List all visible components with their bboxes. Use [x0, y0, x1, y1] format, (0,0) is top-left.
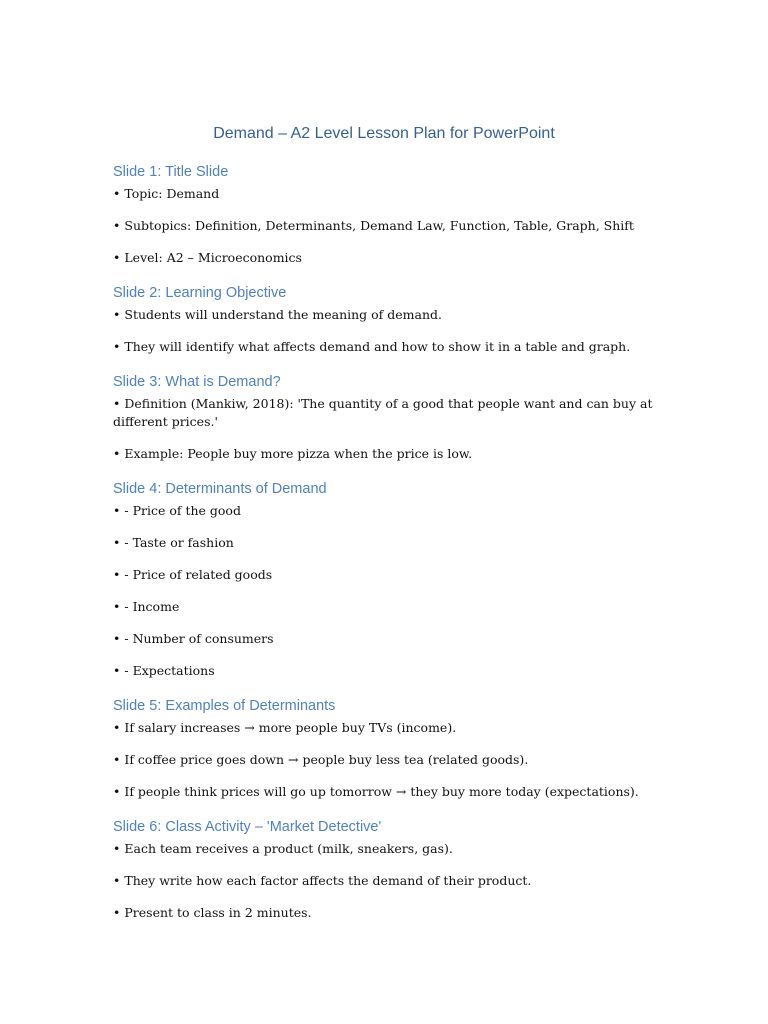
- bullet-text: - Income: [124, 599, 180, 614]
- bullet-item: [113, 249, 673, 267]
- bullet-item: [113, 598, 673, 616]
- section-slide-2: [113, 283, 673, 356]
- bullet-icon: •: [113, 841, 121, 856]
- bullet-text: Topic: Demand: [124, 186, 220, 201]
- bullet-icon: •: [113, 339, 121, 354]
- bullet-text: They will identify what affects demand and how to show it in a table and graph.: [124, 339, 631, 354]
- bullet-item: [113, 534, 673, 552]
- bullet-item: [113, 719, 673, 737]
- bullet-text: - Price of related goods: [124, 567, 273, 582]
- bullet-item: [113, 566, 673, 584]
- document-title: Demand – A2 Level Lesson Plan for PowerPoint: [213, 125, 555, 142]
- bullet-text: If salary increases → more people buy TVs (income).: [124, 720, 457, 735]
- bullet-item: [113, 502, 673, 520]
- section-heading: Slide 2: Learning Objective: [113, 285, 287, 301]
- bullet-icon: •: [113, 873, 121, 888]
- bullet-text: Definition (Mankiw, 2018): 'The quantity of a good that people want and can buy at different prices.': [113, 396, 653, 429]
- bullet-icon: •: [113, 218, 121, 233]
- bullet-item: [113, 662, 673, 680]
- bullet-item: [113, 217, 673, 235]
- bullet-text: Students will understand the meaning of demand.: [124, 307, 443, 322]
- bullet-item: [113, 904, 673, 922]
- bullet-item: [113, 840, 673, 858]
- bullet-text: - Number of consumers: [124, 631, 274, 646]
- bullet-icon: •: [113, 396, 121, 411]
- bullet-item: [113, 185, 673, 203]
- bullet-text: Present to class in 2 minutes.: [124, 905, 312, 920]
- bullet-text: Each team receives a product (milk, sneakers, gas).: [124, 841, 453, 856]
- section-slide-5: [113, 696, 673, 801]
- bullet-item: [113, 395, 673, 431]
- bullet-text: Example: People buy more pizza when the price is low.: [124, 446, 473, 461]
- section-heading: Slide 1: Title Slide: [113, 164, 229, 180]
- bullet-item: [113, 306, 673, 324]
- bullet-item: [113, 872, 673, 890]
- bullet-icon: •: [113, 752, 121, 767]
- bullet-icon: •: [113, 905, 121, 920]
- bullet-icon: •: [113, 535, 121, 550]
- section-heading: Slide 5: Examples of Determinants: [113, 698, 336, 714]
- bullet-icon: •: [113, 503, 121, 518]
- section-slide-6: [113, 817, 673, 922]
- bullet-item: [113, 783, 673, 801]
- bullet-text: They write how each factor affects the demand of their product.: [124, 873, 532, 888]
- bullet-icon: •: [113, 186, 121, 201]
- bullet-text: Subtopics: Definition, Determinants, Demand Law, Function, Table, Graph, Shift: [124, 218, 634, 233]
- bullet-text: Level: A2 – Microeconomics: [124, 250, 302, 265]
- bullet-icon: •: [113, 599, 121, 614]
- section-heading: Slide 6: Class Activity – 'Market Detective': [113, 819, 382, 835]
- bullet-item: [113, 630, 673, 648]
- section-slide-1: [113, 162, 673, 267]
- bullet-icon: •: [113, 446, 121, 461]
- bullet-icon: •: [113, 631, 121, 646]
- section-heading: Slide 4: Determinants of Demand: [113, 481, 327, 497]
- section-heading: Slide 3: What is Demand?: [113, 374, 281, 390]
- bullet-icon: •: [113, 784, 121, 799]
- bullet-icon: •: [113, 663, 121, 678]
- bullet-icon: •: [113, 307, 121, 322]
- bullet-icon: •: [113, 720, 121, 735]
- bullet-text: If coffee price goes down → people buy less tea (related goods).: [124, 752, 529, 767]
- bullet-text: - Taste or fashion: [124, 535, 234, 550]
- section-slide-4: [113, 479, 673, 680]
- bullet-item: [113, 338, 673, 356]
- bullet-text: If people think prices will go up tomorrow → they buy more today (expectations).: [124, 784, 639, 799]
- bullet-icon: •: [113, 250, 121, 265]
- document-body: [113, 162, 673, 938]
- bullet-text: - Expectations: [124, 663, 215, 678]
- bullet-text: - Price of the good: [124, 503, 241, 518]
- bullet-item: [113, 445, 673, 463]
- bullet-icon: •: [113, 567, 121, 582]
- section-slide-3: [113, 372, 673, 463]
- bullet-item: [113, 751, 673, 769]
